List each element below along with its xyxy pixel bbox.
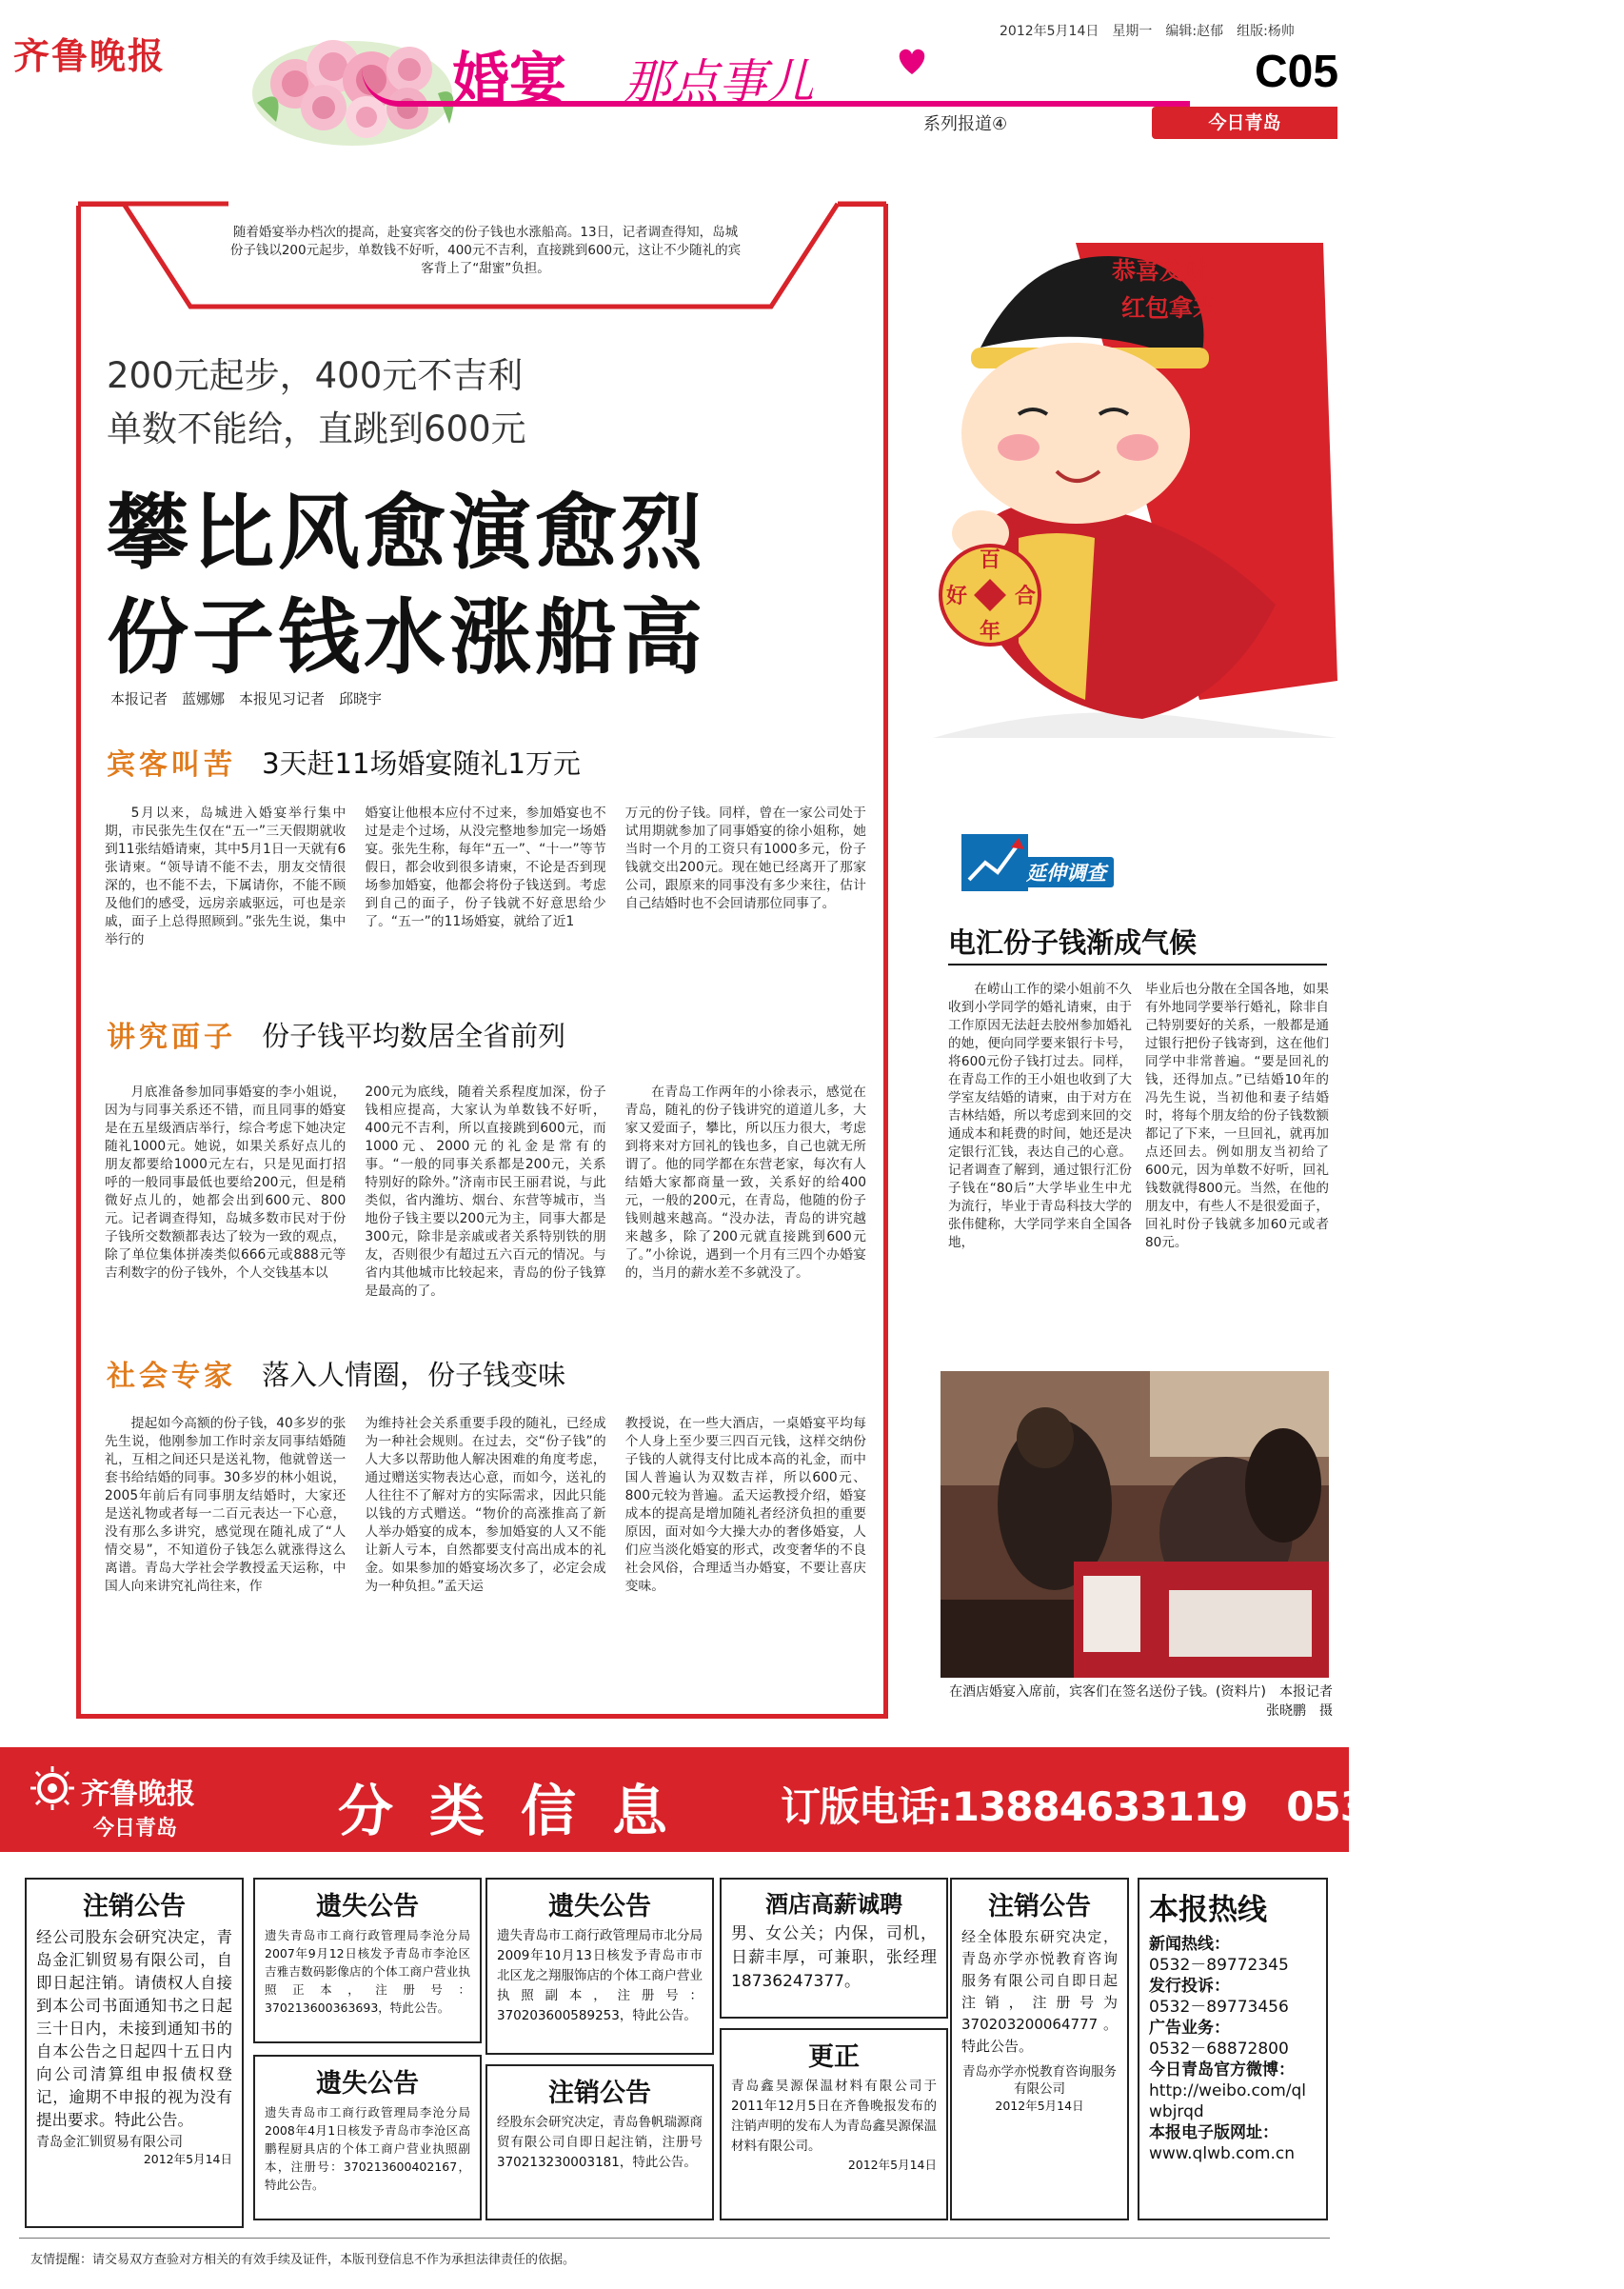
subhead-title: 落入人情圈，份子钱变味 — [262, 1358, 566, 1391]
ad-body: 经全体股东研究决定，青岛亦学亦悦教育咨询服务有限公司自即日起注销，注册号为370203200064777。特此公告。 — [961, 1928, 1118, 2055]
sunburst-logo-icon — [29, 1764, 76, 1812]
ad-title: 遗失公告 — [316, 1892, 419, 1921]
ad-loss-notice — [253, 2055, 482, 2220]
headline-line-2: 份子钱水涨船高 — [107, 590, 706, 686]
series-title-sub: 那点事儿 — [624, 54, 814, 109]
ad-title: 注销公告 — [83, 1892, 186, 1921]
section-body-guests — [105, 805, 866, 995]
classified-logo — [29, 1757, 257, 1842]
ad-body: 经公司股东会研究决定，青岛金汇钏贸易有限公司，自即日起注销。请债权人自接到本公司书面通知书之日起三十日内，未接到通知书的自本公告之日起四十五日内向公司清算组申报债权登记，逾期不申报的视为没有提出要求。特此公告。 — [36, 1928, 232, 2129]
sidebar-title: 电汇份子钱渐成气候 — [948, 926, 1198, 959]
section-body-expert — [105, 1415, 866, 1710]
heart-icon — [895, 46, 929, 76]
ad-body: 遗失青岛市工商行政管理局李沧分局2008年4月1日核发予青岛市李沧区高鹏程厨具店的个体工商户营业执照副本，注册号：370213600402167，特此公告。 — [265, 2105, 470, 2192]
series-banner — [362, 29, 1190, 113]
ad-cancellation-notice — [485, 2064, 714, 2220]
ad-signature: 青岛金汇钏贸易有限公司 — [36, 2135, 183, 2150]
ad-title: 遗失公告 — [548, 1892, 651, 1921]
ad-body: 经股东会研究决定，青岛鲁帆瑞源商贸有限公司自即日起注销，注册号370213230003181，特此公告。 — [497, 2115, 703, 2170]
medallion-char: 好 — [945, 585, 968, 608]
ad-loss-notice — [253, 1878, 482, 2043]
hotline-label: 今日青岛官方微博： — [1149, 2060, 1295, 2080]
medallion-char: 年 — [979, 620, 1001, 644]
byline: 本报记者 蓝娜娜 本报见习记者 邱晓宇 — [110, 690, 383, 707]
text-column: 在青岛工作两年的小徐表示，感觉在青岛，随礼的份子钱讲究的道道儿多，大家又爱面子，攀比，所以压力很大，考虑到将来对方回礼的钱也多，自己也就无所谓了。他的同学都在东营老家，每次有人结婚大家都商量一致，关系好的给400元，一般的200元，在青岛，他随的份子钱则越来越高。“没办法，青岛的讲究越来越多，除了200元就直接跳到600元了。”小徐说，遇到一个月有三四个办婚宴的，当月的薪水差不多就没了。 — [624, 1085, 866, 1281]
ad-title: 遗失公告 — [316, 2069, 419, 2099]
cartoon-caption: 恭喜发财 — [1112, 257, 1208, 285]
footer-rule — [19, 2238, 1330, 2239]
subhead-tag: 社会专家 — [107, 1360, 236, 1393]
text-column: 提起如今高额的份子钱，40多岁的张先生说，他刚参加工作时亲友同事结婚随礼，互相之间还只是送礼物，他就曾送一套书给结婚的同事。30多岁的林小姐说，2005年前后有同事朋友结婚时，大家还是送礼物或者每一二百元表达一下心意，没有那么多讲究，感觉现在随礼成了“人情交易”，不知道份子钱怎么就涨得这么离谱。青岛大学社会学教授孟天运称，中国人向来讲究礼尚往来，作 — [105, 1416, 347, 1594]
ad-cancellation-notice — [25, 1878, 244, 2228]
hotline-label: 广告业务： — [1149, 2019, 1230, 2038]
subhead-tag: 讲究面子 — [107, 1021, 236, 1054]
ad-hotel-hiring — [720, 1878, 948, 2019]
dateline: 2012年5月14日 星期一 编辑:赵郁 组版:杨帅 — [1000, 24, 1295, 39]
text-column: 教授说，在一些大酒店，一桌婚宴平均每个人身上至少要三四百元钱，这样交纳份子钱的人就得支付比成本高的礼金，而中国人普遍认为双数吉祥，所以600元、800元较为普遍。孟天运教授介绍，婚宴成本的提高是增加随礼者经济负担的重要原因，面对如今大操大办的奢侈婚宴，人们应当淡化婚宴的形式，改变奢华的不良社会风俗，合理适当办婚宴，不要让喜庆变味。 — [624, 1416, 866, 1594]
subhead-title: 3天赶11场婚宴随礼1万元 — [262, 746, 581, 780]
classified-banner — [0, 1747, 1624, 1852]
ad-body: 青岛鑫昊源保温材料有限公司于2011年12月5日在齐鲁晚报发布的注销声明的发布人为青岛鑫昊源保温材料有限公司。 — [731, 2079, 937, 2154]
ad-body: 遗失青岛市工商行政管理局市北分局2009年10月13日核发予青岛市市北区龙之翔服饰店的个体工商户营业执照副本，注册号：370203600589253，特此公告。 — [497, 1928, 703, 2023]
cartoon-caption: 红包拿来 — [1121, 294, 1218, 322]
ad-hotlines — [1138, 1878, 1328, 2220]
sidebar-body — [948, 981, 1329, 1362]
ad-title: 本报热线 — [1149, 1893, 1267, 1927]
sidebar-rule — [948, 964, 1327, 965]
hotline-item — [1149, 1976, 1317, 2018]
hotline-item — [1149, 2018, 1317, 2060]
newspaper-logo: 齐鲁晚报 — [13, 34, 167, 77]
ad-title: 更正 — [808, 2042, 860, 2072]
subhead-tag: 宾客叫苦 — [107, 748, 236, 782]
subhead-title: 份子钱平均数居全省前列 — [262, 1019, 566, 1052]
hotline-item — [1149, 1934, 1317, 1976]
ad-title: 注销公告 — [988, 1892, 1091, 1921]
hotline-value: 0532－89772345 — [1149, 1956, 1289, 1975]
text-column: 5月以来，岛城进入婚宴举行集中期，市民张先生仅在“五一”三天假期就收到11张结婚请柬，其中5月1日一天就有6张请柬。“领导请不能不去，朋友交情很深的，也不能不去，下属请你，不能不顾及他们的感受，远房亲戚驱远，可也是亲戚，面子上总得照顾到。”张先生说，集中举行的 — [105, 806, 347, 947]
wedding-banquet-photo — [941, 1371, 1329, 1678]
masthead — [0, 0, 1349, 162]
hotline-value: www.qlwb.com.cn — [1149, 2144, 1295, 2163]
hotline-item — [1149, 2122, 1317, 2164]
story-lead: 随着婚宴举办档次的提高，赴宴宾客交的份子钱也水涨船高。13日，记者调查得知，岛城份子钱以200元起步，单数钱不好听，400元不吉利，直接跳到600元，这让不少随礼的宾客背上了“甜蜜”负担。 — [229, 225, 742, 276]
section-body-face — [105, 1084, 866, 1341]
subhead-expert — [107, 1352, 830, 1394]
ad-title: 注销公告 — [548, 2079, 651, 2108]
hotline-value: http://weibo.com/qlwbjrqd — [1149, 2081, 1307, 2121]
hotline-label: 发行投诉： — [1149, 1977, 1230, 1996]
text-column: 万元的份子钱。同样，曾在一家公司处于试用期就参加了同事婚宴的徐小姐称，她当时一个月的工资只有1000多元，份子钱就交出200元。现在她已经离开了那家公司，跟原来的同事没有多少来往，估计自己结婚时也不会回请那位同事了。 — [624, 806, 866, 911]
section-tag: 今日青岛 — [1152, 107, 1337, 139]
medallion-char: 合 — [1014, 585, 1037, 608]
ad-cancellation-notice — [950, 1878, 1129, 2220]
headline-line-1: 攀比风愈演愈烈 — [107, 486, 706, 581]
ad-title: 酒店高薪诚聘 — [765, 1890, 902, 1918]
series-number: 系列报道④ — [923, 114, 1008, 134]
hotline-value: 0532－89773456 — [1149, 1998, 1289, 2017]
text-column: 为维持社会关系重要手段的随礼，已经成为一种社会规则。在过去，交“份子钱”的人大多以帮助他人解决困难的角度考虑，通过赠送实物表达心意，而如今，送礼的人往往不了解对方的实际需求，因此只能以钱的方式赠送。“物价的高涨推高了新人举办婚宴的成本，参加婚宴的人又不能让新人亏本，自然都要支付高出成本的礼金。如果参加的婚宴场次多了，必定会成为一种负担。”孟天运 — [365, 1416, 606, 1594]
ad-date: 2012年5月14日 — [847, 2158, 937, 2172]
series-title-main: 婚宴 — [452, 47, 566, 113]
ad-date: 2012年5月14日 — [995, 2099, 1084, 2113]
kicker-line-2: 单数不能给，直跳到600元 — [107, 408, 526, 449]
text-column: 毕业后也分散在全国各地，如果有外地同学要举行婚礼，除非自己特别要好的关系，一般都是通过银行把份子钱寄到，这在他们同学中非常普遍。“要是回礼的钱，还得加点。”已结婚10年的冯先生说，当初他和妻子结婚时，将每个朋友给的份子钱数额都记了下来，一旦回礼，就再加点还回去。例如朋友当初给了600元，因为单数不好听，回礼钱数就得800元。当然，在他的朋友中，有些人不是很爱面子，回礼时份子钱就多加60元或者80元。 — [1145, 982, 1329, 1250]
extension-survey-label: 延伸调查 — [1019, 857, 1114, 887]
page-number: C05 — [1255, 47, 1339, 97]
text-column: 婚宴让他根本应付不过来，参加婚宴也不过是走个过场，从没完整地参加完一场婚宴。张先生称，每年“五一”、“十一”等节假日，都会收到很多请柬，不论是否到现场参加婚宴，他都会将份子钱送到。考虑到自己的面子，份子钱就不好意思给少了。“五一”的11场婚宴，就给了近1 — [365, 806, 606, 929]
medallion-char: 百 — [979, 548, 1001, 572]
subhead-face — [107, 1013, 830, 1055]
text-column: 200元为底线，随着关系程度加深，份子钱相应提高，大家认为单数钱不好听，400元不吉利，所以直接跳到600元，而1000元、2000元的礼金是常有的事。“一般的同事关系都是200元，关系特别好的除外。”济南市民王丽君说，与此类似，省内潍坊、烟台、东营等城市，当地份子钱主要以200元为主，同事大都是300元，除非是亲戚或者关系特别铁的朋友，否则很少有超过五六百元的情况。与省内其他城市比较起来，青岛的份子钱算是最高的了。 — [365, 1085, 606, 1299]
text-column: 在崂山工作的梁小姐前不久收到小学同学的婚礼请柬，由于工作原因无法赶去胶州参加婚礼的她，便向同学要来银行卡号，将600元份子钱打过去。同样，在青岛工作的王小姐也收到了大学室友结婚的请柬，由于对方在吉林结婚，所以考虑到来回的交通成本和耗费的时间，她还是决定银行汇钱，表达自己的心意。记者调查了解到，通过银行汇份子钱在“80后”大学毕业生中尤为流行，毕业于青岛科技大学的张伟健称，大学同学来自全国各地， — [948, 982, 1132, 1250]
ad-body: 男、女公关；内保，司机，日薪丰厚，可兼职，张经理18736247377。 — [731, 1924, 937, 1991]
footer-note: 友情提醒：请交易双方查验对方相关的有效手续及证件，本版刊登信息不作为承担法律责任的依据。 — [30, 2253, 576, 2267]
ad-correction — [720, 2028, 948, 2220]
classified-title: 分类信息 — [338, 1779, 704, 1843]
photo-caption: 在酒店婚宴入席前，宾客们在签名送份子钱。(资料片) 本报记者 张晓鹏 摄 — [949, 1684, 1346, 1719]
ad-body: 遗失青岛市工商行政管理局李沧分局2007年9月12日核发予青岛市李沧区吉雅吉数码影像店的个体工商户营业执照正本，注册号：370213600363693，特此公告。 — [265, 1928, 470, 2015]
subhead-guests — [107, 741, 830, 783]
kicker-line-1: 200元起步，400元不吉利 — [107, 355, 524, 396]
ad-signature: 青岛亦学亦悦教育咨询服务有限公司 — [962, 2064, 1117, 2097]
classified-hotline: 订版电话:13884633119 0532-81186679 — [781, 1783, 1624, 1830]
hotline-label: 新闻热线： — [1149, 1935, 1230, 1954]
hotline-label: 本报电子版网址： — [1149, 2123, 1278, 2142]
ad-date: 2012年5月14日 — [143, 2152, 232, 2166]
text-column: 月底准备参加同事婚宴的李小姐说，因为与同事关系还不错，而且同事的婚宴是在五星级酒店举行，综合考虑下她决定随礼1000元。她说，如果关系好点儿的朋友都要给1000元左右，只是见面打招呼的一般同事最低也要给200元，但是稍微好点儿的，她都会出到600元、800元。记者调查得知，岛城多数市民对于份子钱所交数额都表达了较为一致的观点，除了单位集体拼凑类似666元或888元等吉利数字的份子钱外，个人交钱基本以 — [105, 1085, 347, 1281]
classified-logo-name: 齐鲁晚报 — [81, 1778, 195, 1811]
hotline-value: 0532－68872800 — [1149, 2040, 1289, 2059]
classified-logo-sub: 今日青岛 — [93, 1817, 178, 1841]
hotline-item — [1149, 2060, 1317, 2122]
ad-loss-notice — [485, 1878, 714, 2055]
